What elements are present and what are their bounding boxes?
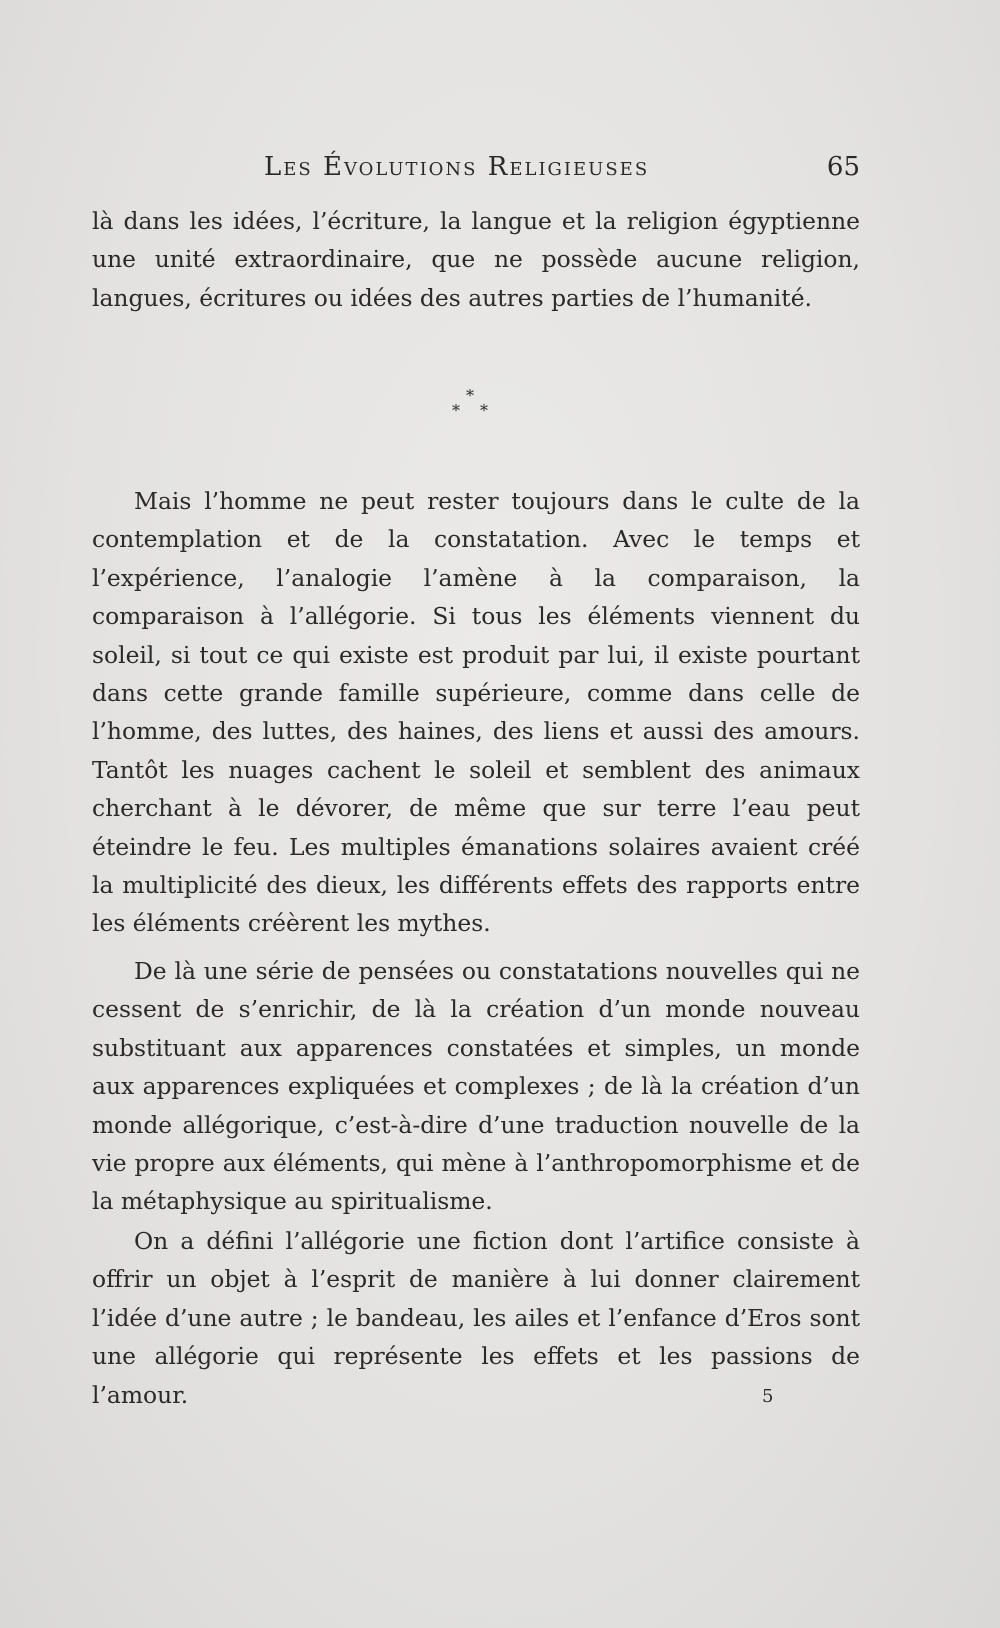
paragraph-2: [92, 482, 860, 943]
signature-mark: 5: [762, 1386, 774, 1407]
page-number: 65: [826, 152, 860, 182]
paragraph-3: [92, 952, 860, 1221]
asterisk-right: *: [480, 401, 488, 420]
paragraph-3-text: De là une série de pensées ou constatations nouvelles qui ne cessent de s’enrichir, de là la création d’un monde nouveau substituant aux apparences constatées et simples, un monde aux apparences expliquées et complexes ; de là la création d’un monde allégorique, c’est-à-dire d’une traduction nouvelle de la vie propre aux éléments, qui mène à l’anthropomorphisme et de la métaphysique au spiritualisme.: [92, 957, 860, 1216]
paragraph-4-text: On a défini l’allégorie une fiction dont l’artifice consiste à offrir un objet à l’esprit de manière à lui donner clairement l’idée d’une autre ; le bandeau, les ailes et l’enfance d’Eros sont une allégorie qui représente les effets et les passions de l’amour.: [92, 1227, 860, 1409]
paragraph-1: [92, 202, 860, 317]
paragraph-2-text: Mais l’homme ne peut rester toujours dans le culte de la contemplation et de la constatation. Avec le temps et l’expérience, l’analogie l’amène à la comparaison, la comparaison à l’allégorie. Si tous les éléments viennent du soleil, si tout ce qui existe est produit par lui, il existe pourtant dans cette grande famille supérieure, comme dans celle de l’homme, des luttes, des haines, des liens et aussi des amours. Tantôt les nuages cachent le soleil et semblent des animaux cherchant à le dévorer, de même que sur terre l’eau peut éteindre le feu. Les multiples émanations solaires avaient créé la multiplicité des dieux, les différents effets des rapports entre les éléments créèrent les mythes.: [92, 487, 860, 938]
asterisk-top: *: [466, 386, 474, 405]
paragraph-4: [92, 1222, 860, 1414]
running-title: Les Évolutions Religieuses: [264, 152, 650, 182]
paragraph-1-text: là dans les idées, l’écriture, la langue et la religion égyptienne une unité extraordinaire, que ne possède aucune religion, langues, écritures ou idées des autres parties de l’humanité.: [92, 207, 860, 312]
asterism-divider: [448, 388, 496, 424]
page-header: [92, 152, 860, 192]
asterisk-left: *: [452, 401, 460, 420]
